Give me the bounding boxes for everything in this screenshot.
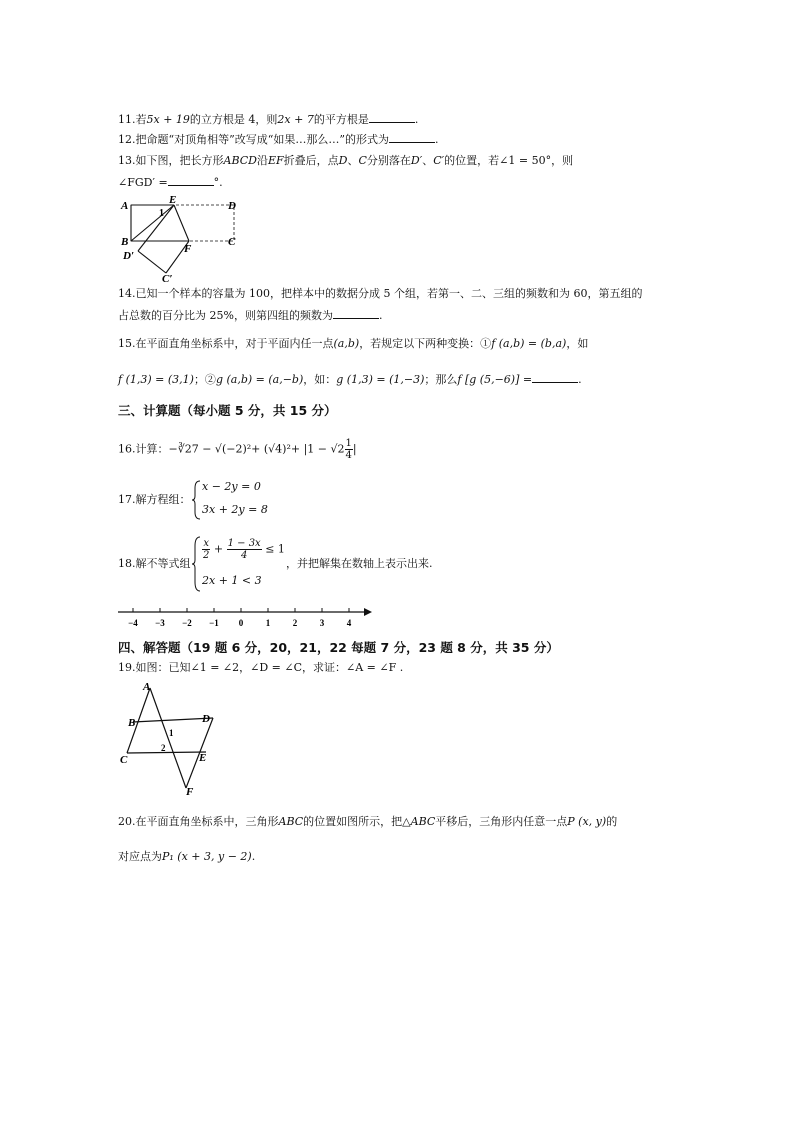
q11-end: . <box>414 113 419 126</box>
number-line-tick-label: 1 <box>265 618 271 628</box>
q20-text-e: 对应点为 <box>118 850 162 863</box>
q16-abs-close: | <box>352 442 357 456</box>
q14-text-line1: 已知一个样本的容量为 100，把样本中的数据分成 5 个组，若第一、二、三组的频数和为 60，第五组的 <box>135 287 643 300</box>
fig13-label-c-prime: C′ <box>162 273 173 283</box>
q20-end: . <box>251 850 256 863</box>
q20-number: 20. <box>118 815 136 828</box>
fig19-label-f: F <box>186 786 194 796</box>
q14-number: 14. <box>118 287 136 300</box>
q18-frac-x2 <box>202 538 210 561</box>
q15-rule-g: g (a,b) = (a,−b) <box>215 373 304 386</box>
q13-end: °. <box>213 176 223 189</box>
q18-frac2-num: 1 − 3x <box>227 538 261 549</box>
q15-text-f: ；那么 <box>424 373 458 386</box>
number-line-tick-label: 0 <box>238 618 244 628</box>
q18-frac-13x4 <box>227 538 262 561</box>
q14-text-line2: 占总数的百分比为 25%，则第四组的频数为 <box>118 309 333 322</box>
question-18 <box>118 556 191 572</box>
q20-triangle-name-2: ABC <box>410 815 436 828</box>
fig13-label-f: F <box>184 243 192 255</box>
number-line <box>116 604 376 632</box>
q16-frac-den: 4 <box>345 450 352 461</box>
section-4-heading: 四、解答题（19 题 6 分，20，21，22 每题 7 分，23 题 8 分，共 35 分） <box>118 640 559 655</box>
q16-number: 16. <box>118 442 136 456</box>
q20-point-p1: P₁ (x + 3, y − 2) <box>162 850 252 863</box>
q15-composite: f [g (5,−6)] = <box>457 373 533 386</box>
number-line-ticks <box>128 608 352 628</box>
number-line-tick-label: 4 <box>346 618 352 628</box>
number-line-tick-label: −3 <box>155 618 165 628</box>
q19-number: 19. <box>118 661 136 674</box>
q13-point-d: D <box>338 154 348 167</box>
q15-rule-f: f (a,b) = (b,a) <box>491 337 567 350</box>
question-13-line2 <box>118 174 223 191</box>
q11-expr2: 2x + 7 <box>277 113 314 126</box>
question-14-line2 <box>118 307 382 324</box>
q17-eq1: x − 2y = 0 <box>202 480 261 493</box>
q14-answer-blank[interactable] <box>333 307 379 319</box>
q20-text-a: 在平面直角坐标系中，三角形 <box>135 815 279 828</box>
q18-number: 18. <box>118 557 136 570</box>
q15-end: . <box>578 373 582 386</box>
figure-13-folded-rectangle <box>116 195 246 283</box>
question-11 <box>118 111 418 128</box>
q15-example-f: f (1,3) = (3,1) <box>118 373 194 386</box>
q12-answer-blank[interactable] <box>389 131 435 143</box>
q13-along: 沿 <box>256 154 268 167</box>
fig19-label-e: E <box>199 752 207 764</box>
q13-text-mid: 折叠后，点 <box>283 154 339 167</box>
fig19-label-1: 1 <box>169 728 174 738</box>
q16-term2: + (√4)² <box>251 442 291 456</box>
question-20-line2 <box>118 849 255 865</box>
question-13 <box>118 153 573 169</box>
q17-label: 解方程组： <box>135 493 191 506</box>
fig13-label-d: D <box>228 200 236 212</box>
section-3-heading: 三、计算题（每小题 5 分，共 15 分） <box>118 403 337 418</box>
q15-text-c: ，如 <box>566 337 589 350</box>
q18-ineq1 <box>202 538 285 561</box>
fig19-label-c: C <box>120 754 128 766</box>
q12-text: 把命题“对顶角相等”改写成“如果…那么…”的形式为 <box>135 133 389 146</box>
q15-point: (a,b) <box>333 337 360 350</box>
q13-text-mid2: 分别落在 <box>366 154 411 167</box>
q16-frac-num: 1 <box>345 438 352 449</box>
number-line-tick-label: −1 <box>209 618 219 628</box>
q20-text-c: 平移后，三角形内任意一点 <box>435 815 568 828</box>
fig19-label-b: B <box>128 717 136 729</box>
question-16 <box>118 438 357 461</box>
q18-plus: + <box>213 542 224 556</box>
q18-instruction: ，并把解集在数轴上表示出来. <box>286 557 433 570</box>
question-20 <box>118 814 617 830</box>
fig19-label-d: D <box>202 713 210 725</box>
q13-sep2: 、 <box>422 154 434 167</box>
q15-answer-blank[interactable] <box>532 371 578 383</box>
fig13-label-1: 1 <box>159 208 164 219</box>
q13-text-pre: 如下图，把长方形 <box>135 154 224 167</box>
q12-end: . <box>435 133 439 146</box>
fig13-label-b: B <box>121 236 129 248</box>
number-line-tick-label: 2 <box>292 618 298 628</box>
q18-frac1-den: 2 <box>203 550 210 561</box>
q17-eq2: 3x + 2y = 8 <box>202 503 268 516</box>
q18-leq: ≤ 1 <box>265 542 285 556</box>
q15-text-a: 在平面直角坐标系中，对于平面内任一点 <box>135 337 334 350</box>
q13-answer-blank[interactable] <box>168 174 214 186</box>
q17-number: 17. <box>118 493 136 506</box>
question-14 <box>118 286 642 302</box>
q16-fraction <box>345 438 353 461</box>
q15-text-d: ；② <box>193 373 216 386</box>
fig13-label-c: C <box>228 236 236 248</box>
q17-brace <box>192 480 202 520</box>
q11-answer-blank[interactable] <box>369 111 415 123</box>
q20-text-d: 的 <box>606 815 618 828</box>
q12-number: 12. <box>118 133 136 146</box>
q13-point-c-prime: C′ <box>433 154 445 167</box>
q15-text-b: ，若规定以下两种变换：① <box>359 337 492 350</box>
q11-text-pre: 若 <box>135 113 147 126</box>
q13-fold-line: EF <box>267 154 284 167</box>
q18-brace <box>192 536 202 592</box>
fig19-label-a: A <box>143 681 151 693</box>
q15-text-e: ，如： <box>303 373 337 386</box>
q13-rect-name: ABCD <box>223 154 257 167</box>
figure-19-parallel-lines <box>116 680 226 796</box>
q16-term3: + |1 − √2 <box>290 442 345 456</box>
q13-point-d-prime: D′ <box>410 154 423 167</box>
question-17 <box>118 492 191 508</box>
question-15 <box>118 336 588 352</box>
q13-number: 13. <box>118 154 136 167</box>
fig13-label-d-prime: D′ <box>123 250 135 262</box>
q13-point-c: C <box>358 154 367 167</box>
q20-point-p: P (x, y) <box>567 815 607 828</box>
q18-ineq2: 2x + 1 < 3 <box>202 574 262 587</box>
q19-text: 如图：已知∠1 = ∠2，∠D = ∠C，求证：∠A = ∠F . <box>135 661 404 674</box>
q14-end: . <box>378 309 383 322</box>
question-12 <box>118 131 439 148</box>
q11-text-post: 的平方根是 <box>313 113 369 126</box>
number-line-tick-label: −2 <box>182 618 192 628</box>
q13-sep1: 、 <box>347 154 359 167</box>
q11-text-mid: 的立方根是 4，则 <box>189 113 278 126</box>
q16-label: 计算： <box>135 442 169 456</box>
q15-example-g: g (1,3) = (1,−3) <box>336 373 425 386</box>
question-15-line2 <box>118 371 582 388</box>
q20-triangle-name: ABC <box>278 815 304 828</box>
number-line-tick-label: 3 <box>319 618 325 628</box>
q15-number: 15. <box>118 337 136 350</box>
q13-angle-expr: ∠FGD′ = <box>118 176 168 189</box>
q20-text-b: 的位置如图所示，把△ <box>303 815 411 828</box>
q11-number: 11. <box>118 113 136 126</box>
q18-label: 解不等式组 <box>135 557 191 570</box>
fig19-label-2: 2 <box>161 743 166 753</box>
q18-frac1-num: x <box>203 538 209 549</box>
fig13-label-a: A <box>121 200 129 212</box>
q11-expr1: 5x + 19 <box>146 113 190 126</box>
q13-text-mid3: 的位置，若∠1 = 50°，则 <box>444 154 574 167</box>
question-19 <box>118 660 403 676</box>
q18-frac2-den: 4 <box>240 550 248 561</box>
fig13-label-e: E <box>169 195 177 206</box>
number-line-tick-label: −4 <box>128 618 138 628</box>
q16-term1: −∛27 − √(−2)² <box>168 442 252 456</box>
